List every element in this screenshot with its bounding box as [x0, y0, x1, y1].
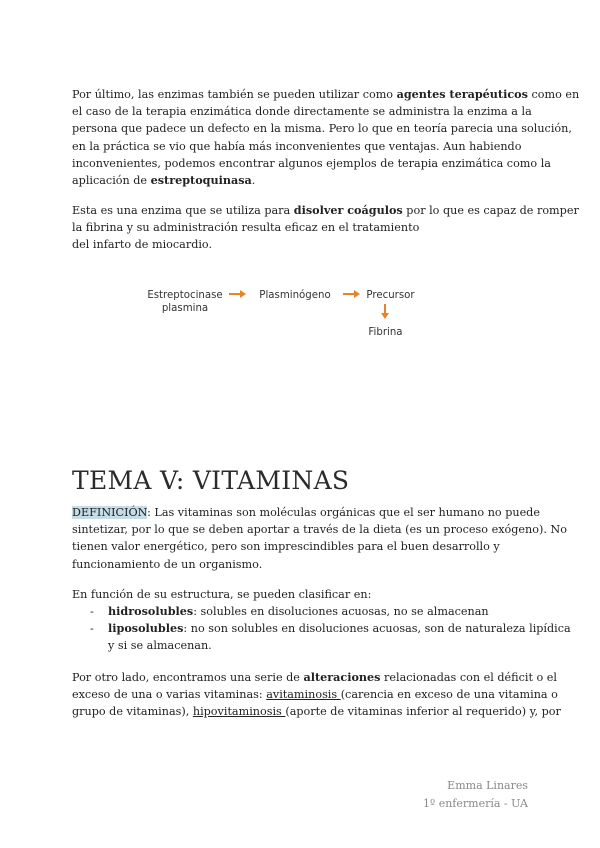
text-line: exceso de una o varias vitaminas: avitaminosis (carencia en exceso de una vitamina o	[72, 688, 558, 702]
text-line: DEFINICIÓN: Las vitaminas son moléculas orgánicas que el ser humano no puede	[72, 506, 540, 519]
list-item-text	[108, 620, 571, 654]
bold-term: agentes terapéuticos	[396, 87, 528, 101]
diagram-node-line: Estreptocinase	[147, 290, 223, 301]
highlighted-term: DEFINICIÓN	[72, 506, 148, 519]
bold-term: hidrosolubles	[108, 604, 194, 618]
text-line: Por otro lado, encontramos una serie de alteraciones relacionadas con el déficit o el	[72, 670, 557, 684]
arrow-down-icon	[384, 304, 386, 314]
paragraph-classification	[72, 586, 534, 603]
list-item-text	[108, 603, 534, 620]
paragraph-alterations	[72, 669, 561, 721]
bullet-dash-icon: -	[90, 622, 94, 636]
arrow-right-icon	[229, 293, 241, 295]
text-line: hidrosolubles: solubles en disoluciones acuosas, no se almacenan	[108, 604, 489, 618]
text-line: inconvenientes, podemos encontrar algunos ejemplos de terapia enzimática como la	[72, 156, 551, 170]
text-line: sintetizar, por lo que se deben aportar a través de la dieta (es un proceso exógeno). No	[72, 523, 567, 537]
paragraph-clot-dissolving	[72, 202, 579, 254]
diagram-node-fibrina: Fibrina	[368, 327, 403, 338]
bold-term: alteraciones	[303, 670, 381, 684]
text-line: En función de su estructura, se pueden clasificar en:	[72, 588, 372, 601]
bold-term: disolver coágulos	[293, 203, 403, 217]
text-line: y si se almacenan.	[108, 639, 212, 653]
bold-term: estreptoquinasa	[150, 173, 252, 188]
text-line: persona que padece un defecto en la misma. Pero lo que en teoría parecia una solución,	[72, 122, 572, 136]
arrow-right-icon	[343, 293, 355, 295]
list-item-hidrosolubles	[72, 603, 534, 620]
text-line: el caso de la terapia enzimática donde directamente se administra la enzima a la	[72, 105, 532, 119]
text-line: liposolubles: no son solubles en disoluciones acuosas, son de naturaleza lipídica	[108, 621, 571, 636]
text-line: grupo de vitaminas), hipovitaminosis (aporte de vitaminas inferior al requerido) y, por	[72, 705, 561, 719]
text-line: Esta es una enzima que se utiliza para disolver coágulos por lo que es capaz de romper	[72, 203, 579, 217]
paragraph-definition	[72, 504, 567, 573]
footer-course: 1º enfermería - UA	[423, 797, 528, 810]
diagram-node-estreptocinase	[135, 289, 235, 315]
section-title: TEMA V: VITAMINAS	[72, 466, 350, 495]
footer-author: Emma Linares	[447, 779, 528, 792]
underlined-term: avitaminosis	[266, 688, 341, 702]
text-line: tienen valor energético, pero son imprescindibles para el buen desarrollo y	[72, 540, 500, 554]
text-line: Por último, las enzimas también se pueden utilizar como agentes terapéuticos como en	[72, 87, 580, 101]
paragraph-therapeutic-enzymes	[72, 86, 580, 189]
list-item-liposolubles	[72, 620, 571, 654]
diagram-node-precursor: Precursor	[366, 290, 415, 301]
diagram-node-line: plasmina	[161, 303, 209, 314]
bold-term: liposolubles	[108, 621, 184, 636]
underlined-term: hipovitaminosis	[192, 705, 286, 719]
text-line: del infarto de miocardio.	[72, 238, 213, 252]
diagram-node-plasminogeno: Plasminógeno	[259, 290, 331, 301]
bullet-dash-icon: -	[90, 605, 94, 618]
text-line: funcionamiento de un organismo.	[72, 557, 263, 571]
text-line: la fibrina y su administración resulta eficaz en el tratamiento	[72, 221, 420, 235]
vitamin-types-list	[72, 603, 571, 655]
text-line: aplicación de estreptoquinasa.	[72, 173, 256, 188]
text-line: en la práctica se vio que había más inconvenientes que ventajas. Aun habiendo	[72, 139, 522, 153]
